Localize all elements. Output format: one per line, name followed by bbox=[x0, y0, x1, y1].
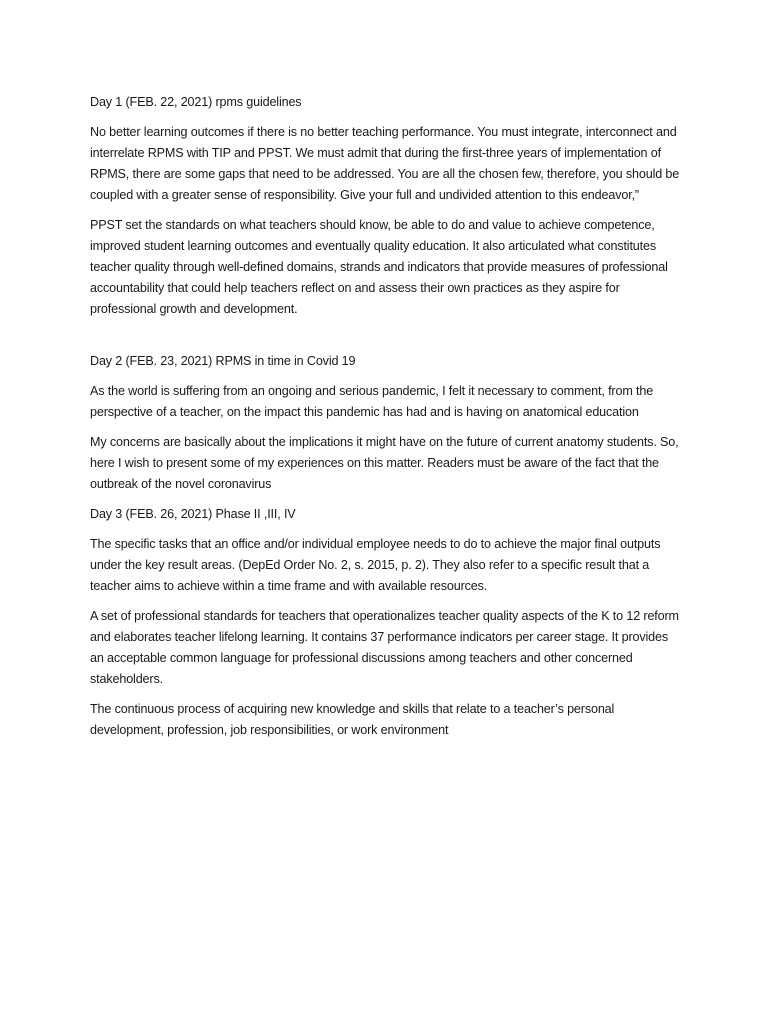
document-body bbox=[90, 92, 682, 750]
section-spacer bbox=[90, 329, 682, 351]
day-2-heading: Day 2 (FEB. 23, 2021) RPMS in time in Covid 19 bbox=[90, 354, 356, 368]
day-1-paragraph-2: PPST set the standards on what teachers should know, be able to do and value to achieve competence, improved student learning outcomes and eventually quality education. It also articulated what constitutes teacher quality through well-defined domains, strands and indicators that provide measures of professional accountability that could help teachers reflect on and assess their own practices as they aspire for professional growth and development. bbox=[90, 218, 668, 316]
day-1-paragraph-1: No better learning outcomes if there is no better teaching performance. You must integrate, interconnect and interrelate RPMS with TIP and PPST. We must admit that during the first-three years of implementation of RPMS, there are some gaps that need to be addressed. You are all the chosen few, therefore, you should be coupled with a greater sense of responsibility. Give your full and undivided attention to this endeavor,” bbox=[90, 125, 680, 202]
day-3-paragraph-2: A set of professional standards for teachers that operationalizes teacher quality aspects of the K to 12 reform and elaborates teacher lifelong learning. It contains 37 performance indicators per career stage. It provides an acceptable common language for professional discussions among teachers and other concerned stakeholders. bbox=[90, 609, 679, 686]
day-2-paragraph-1: As the world is suffering from an ongoing and serious pandemic, I felt it necessary to comment, from the perspective of a teacher, on the impact this pandemic has had and is having on anatomical education bbox=[90, 384, 654, 419]
day-3-paragraph-1: The specific tasks that an office and/or individual employee needs to do to achieve the major final outputs under the key result areas. (DepEd Order No. 2, s. 2015, p. 2). They also refer to a specific result that a teacher aims to achieve within a time frame and with available resources. bbox=[90, 537, 661, 593]
day-3-heading: Day 3 (FEB. 26, 2021) Phase II ,III, IV bbox=[90, 507, 296, 521]
day-1-heading: Day 1 (FEB. 22, 2021) rpms guidelines bbox=[90, 95, 302, 109]
day-3-paragraph-3: The continuous process of acquiring new knowledge and skills that relate to a teacher’s personal development, profession, job responsibilities, or work environment bbox=[90, 702, 615, 737]
day-2-paragraph-2: My concerns are basically about the implications it might have on the future of current anatomy students. So, here I wish to present some of my experiences on this matter. Readers must be aware of the fact that the outbreak of the novel coronavirus bbox=[90, 435, 679, 491]
